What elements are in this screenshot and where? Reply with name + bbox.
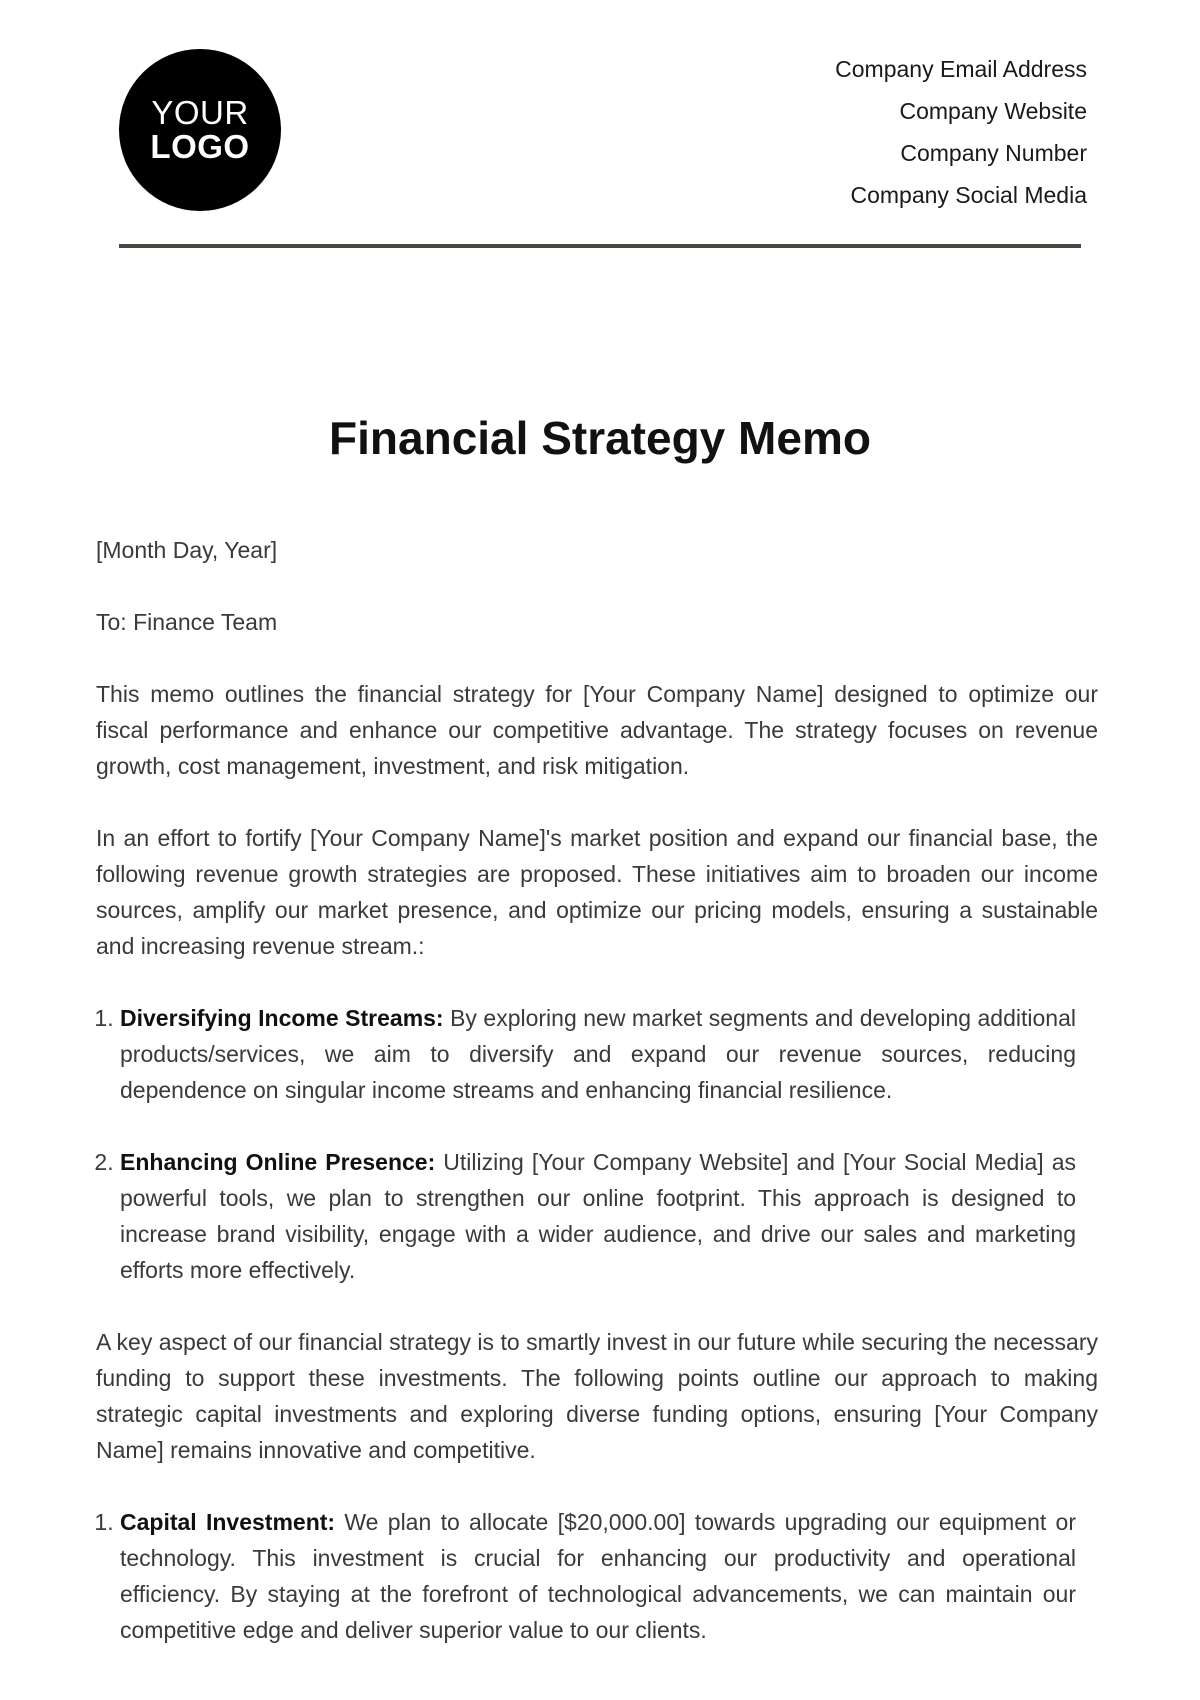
revenue-intro-paragraph: In an effort to fortify [Your Company Name]'s market position and expand our financial base, the following revenue growth strategies are proposed. These initiatives aim to broaden our income sources, amplify our market presence, and optimize our pricing models, ensuring a sustainable and increasing revenue stream.: (96, 825, 1098, 959)
list-item-label: Enhancing Online Presence: (120, 1149, 436, 1175)
list-item-text: Utilizing [Your Company Website] and [Your Social Media] as powerful tools, we plan to strengthen our online footprint. This approach is designed to increase brand visibility, engage with a wider audience, and drive our sales and marketing efforts more effectively. (120, 1149, 1077, 1283)
list-item-text: We plan to allocate [$20,000.00] towards upgrading our equipment or technology. This investment is crucial for enhancing our productivity and operational efficiency. By staying at the forefront of technological advancements, we can maintain our competitive edge and deliver superior value to our clients. (120, 1509, 1077, 1643)
company-number: Company Number (900, 140, 1087, 166)
memo-title: Financial Strategy Memo (329, 412, 871, 464)
header-divider (119, 244, 1081, 248)
logo-text-your: YOUR (151, 94, 249, 132)
list-item (120, 1504, 1076, 1648)
list-item (120, 1144, 1076, 1288)
investment-strategy-list (96, 1504, 1076, 1648)
revenue-strategy-list (96, 1000, 1076, 1288)
company-contact-block (835, 52, 1087, 220)
list-item-label: Capital Investment: (120, 1509, 336, 1535)
intro-paragraph: This memo outlines the financial strategy for [Your Company Name] designed to optimize our fiscal performance and enhance our competitive advantage. The strategy focuses on revenue growth, cost management, investment, and risk mitigation. (96, 681, 1098, 779)
company-logo (119, 49, 281, 211)
list-item-text: By exploring new market segments and developing additional products/services, we aim to diversify and expand our revenue sources, reducing dependence on singular income streams and enhancing financial resilience. (120, 1005, 1076, 1103)
investment-intro-paragraph: A key aspect of our financial strategy is to smartly invest in our future while securing the necessary funding to support these investments. The following points outline our approach to making strategic capital investments and exploring diverse funding options, ensuring [Your Company Name] remains innovative and competitive. (96, 1329, 1098, 1463)
memo-date: [Month Day, Year] (96, 537, 278, 563)
logo-text-logo: LOGO (150, 128, 250, 165)
company-email: Company Email Address (835, 56, 1087, 82)
company-social-media: Company Social Media (850, 182, 1087, 208)
list-item-label: Diversifying Income Streams: (120, 1005, 444, 1031)
memo-recipient: To: Finance Team (96, 609, 278, 635)
list-item (120, 1000, 1076, 1108)
company-website: Company Website (899, 98, 1087, 124)
memo-body (96, 532, 1098, 1684)
